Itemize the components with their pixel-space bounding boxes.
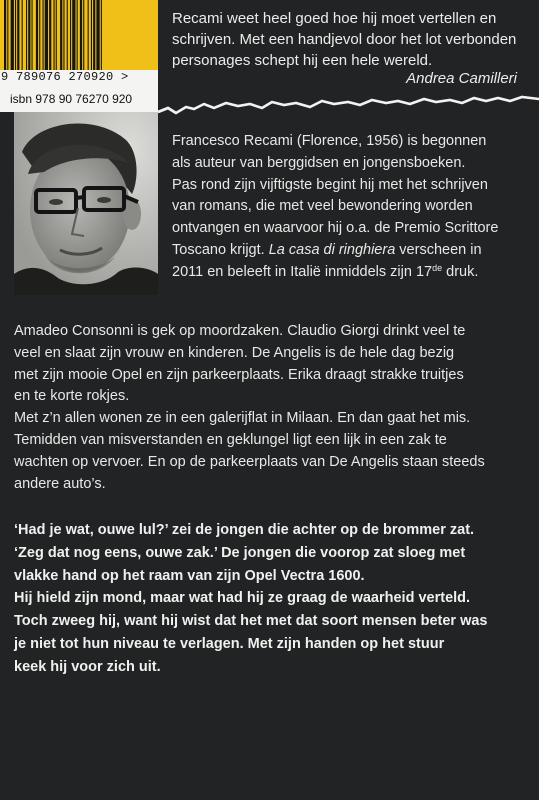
quote-line: schrijven. Met een handjevol door het lot verbonden — [172, 31, 517, 48]
blurb-line: wachten op vervoer. En op de parkeerplaats van De Angelis staan steeds — [14, 453, 485, 470]
excerpt-line: keek hij voor zich uit. — [14, 658, 161, 675]
barcode-bars — [0, 0, 158, 70]
book-excerpt — [14, 519, 529, 679]
bio-line: Francesco Recami (Florence, 1956) is begonnen — [172, 133, 487, 149]
author-photo — [14, 112, 158, 295]
blurb-line: veel en slaat zijn vrouw en kinderen. De Angelis is de hele dag bezig — [14, 344, 455, 361]
excerpt-line: vlakke hand op het raam van zijn Opel Vectra 1600. — [14, 567, 365, 584]
quote-line: Recami weet heel goed hoe hij moet vertellen en — [172, 10, 497, 27]
book-title: La casa di ringhiera — [268, 241, 396, 258]
excerpt-line: je niet tot hun niveau te verlagen. Met zijn handen op het stuur — [14, 635, 445, 652]
bio-line — [172, 262, 532, 284]
bio-line — [172, 240, 532, 262]
ordinal-suffix: de — [432, 262, 443, 273]
bio-line-start: 2011 en beleeft in Italië inmiddels zijn 17 — [172, 263, 433, 280]
bio-line-start: Toscano krijgt. — [172, 241, 265, 258]
isbn-number: isbn 978 90 76270 920 — [10, 92, 133, 106]
book-blurb — [14, 321, 529, 495]
blurb-line: en te korte rokjes. — [14, 388, 130, 405]
bio-line: van romans, die met veel bewondering worden — [172, 198, 473, 215]
blurb-line: andere auto’s. — [14, 475, 106, 492]
bio-line: Pas rond zijn vijftigste begint hij met het schrijven — [172, 176, 488, 193]
bio-line: ontvangen en waarvoor hij o.a. de Premio Scrittore — [172, 220, 499, 237]
bio-line-end: druk. — [442, 263, 479, 280]
blurb-line: Temidden van misverstanden en geklungel ligt een lijk in een zak te — [14, 431, 447, 448]
excerpt-line: Hij hield zijn mond, maar wat had hij ze graag de waarheid verteld. — [14, 590, 471, 607]
bio-line-rest: verscheen in — [395, 241, 482, 258]
barcode-digits: 9 789076 270920 > — [1, 70, 129, 84]
quote-author: Andrea Camilleri — [406, 70, 517, 87]
author-bio — [172, 131, 532, 284]
excerpt-line: ‘Had je wat, ouwe lul?’ zei de jongen die achter op de brommer zat. — [14, 522, 475, 538]
review-quote — [172, 8, 532, 71]
bio-line: als auteur van berggidsen en jongensboeken. — [172, 154, 466, 171]
excerpt-line: ‘Zeg dat nog eens, ouwe zak.’ De jongen die voorop zat sloeg met — [14, 544, 466, 561]
author-portrait — [14, 112, 158, 295]
excerpt-line: Toch zweeg hij, want hij wist dat het met dat soort mensen beter was — [14, 613, 488, 630]
blurb-line: Amadeo Consonni is gek op moordzaken. Claudio Giorgi drinkt veel te — [14, 323, 466, 339]
blurb-line: met zijn mooie Opel en zijn parkeerplaats. Erika draagt strakke truitjes — [14, 366, 464, 383]
quote-line: personages schept hij een hele wereld. — [172, 52, 433, 69]
barcode-graphic — [0, 0, 158, 70]
blurb-line: Met z’n allen wonen ze in een galerijflat in Milaan. En dan gaat het mis. — [14, 410, 471, 427]
